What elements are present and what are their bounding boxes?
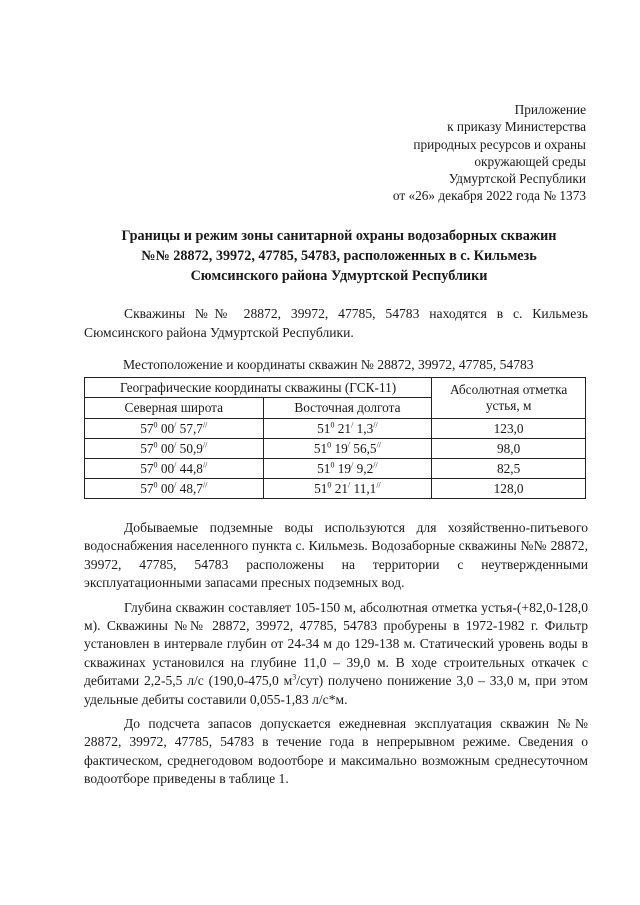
table-row (85, 439, 586, 459)
appendix-line: окружающей среды (474, 153, 586, 169)
second-mark: // (202, 460, 208, 470)
cubic-superscript: 3 (292, 672, 297, 682)
cell-elevation: 128,0 (432, 479, 586, 499)
title-line: №№ 28872, 39972, 47785, 54783, расположенных в с. Кильмезь (141, 248, 537, 264)
coord-degrees: 57 (140, 420, 154, 436)
header-elevation: Абсолютная отметка устья, м (432, 378, 586, 419)
coord-degrees: 51 (317, 420, 331, 436)
minute-mark: / (351, 460, 354, 470)
coord-degrees: 57 (140, 480, 154, 496)
coord-seconds: 1,3 (356, 420, 374, 436)
minute-mark: / (347, 440, 350, 450)
header-latitude: Северная широта (85, 398, 264, 419)
paragraph-usage: Добываемые подземные воды используются для хозяйственно-питьевого водоснабжения населенного пункта с. Кильмезь. Водозаборные скважины №№ 28872, 39972, 47785, 54783 расположены на территории с неутвержденными эксплуатационными запасами пресных подземных вод. (84, 520, 588, 591)
title-line: Границы и режим зоны санитарной охраны водозаборных скважин (121, 228, 557, 244)
coord-minutes: 00 (160, 440, 175, 456)
minute-mark: / (174, 420, 177, 430)
header-longitude: Восточная долгота (263, 398, 432, 419)
appendix-line: Удмуртской Республики (448, 171, 586, 187)
second-mark: // (376, 480, 381, 490)
intro-paragraph (84, 304, 588, 342)
coord-degrees: 57 (140, 460, 154, 476)
minute-mark: / (174, 460, 177, 470)
header-coordinates-group: Географические координаты скважины (ГСК-11) (85, 378, 432, 398)
paragraph-operation: До подсчета запасов допускается ежедневная эксплуатация скважин №№ 28872, 39972, 47785, 54783 в течение года в непрерывном режиме. Сведения о фактическом, среднегодовом водоотборе и максимально возможным среднесуточном водоотборе приведены в таблице 1. (84, 716, 588, 787)
paragraph-depth-part1: Глубина скважин составляет 105-150 м, абсолютная отметка устья-(+82,0-128,0 м). Скважины №№ 28872, 39972, 47785, 54783 пробурены в 1972-1982 г. Фильтр установлен в интервале глубин от 24-34 м до 129-138 м. Статический уровень воды в скважинах установился на глубине 11,0 – 39,0 м. В ходе строительных откачек с дебитами 2,2-5,5 л/с (190,0-475,0 м (84, 599, 588, 689)
appendix-line: природных ресурсов и охраны (413, 136, 586, 152)
second-mark: // (373, 420, 378, 430)
cell-latitude (85, 419, 264, 439)
coord-minutes: 00 (160, 460, 175, 476)
coord-seconds: 57,7 (179, 420, 203, 436)
title-line: Сюмсинского района Удмуртской Республики (190, 268, 488, 284)
appendix-block (393, 101, 586, 205)
minute-mark: / (174, 440, 177, 450)
body-text (84, 519, 588, 795)
second-mark: // (202, 440, 208, 450)
degree-mark: 0 (327, 480, 332, 490)
cell-elevation: 82,5 (432, 459, 586, 479)
degree-mark: 0 (327, 440, 332, 450)
cell-longitude (263, 439, 432, 459)
minute-mark: / (351, 420, 354, 430)
appendix-line: к приказу Министерства (447, 119, 586, 135)
coord-seconds: 11,1 (353, 480, 377, 496)
coord-minutes: 21 (334, 480, 348, 496)
cell-latitude (85, 479, 264, 499)
degree-mark: 0 (153, 440, 158, 450)
cell-longitude (263, 479, 432, 499)
coord-degrees: 57 (140, 440, 154, 456)
coord-minutes: 19 (334, 440, 348, 456)
appendix-line: Приложение (514, 102, 586, 117)
degree-mark: 0 (330, 460, 335, 470)
intro-text: Скважины №№ 28872, 39972, 47785, 54783 находятся в с. Кильмезь Сюмсинского района Удмуртской Республики. (84, 306, 588, 340)
second-mark: // (202, 420, 208, 430)
cell-latitude (85, 459, 264, 479)
appendix-line: от «26» декабря 2022 года № 1373 (392, 188, 586, 204)
coord-degrees: 51 (313, 440, 328, 456)
coord-minutes: 00 (160, 420, 175, 436)
degree-mark: 0 (330, 420, 335, 430)
cell-latitude (85, 439, 264, 459)
coord-seconds: 44,8 (179, 460, 203, 476)
paragraph-depth-part2: /сут) получено понижение 3,0 – 33,0 м, при этом удельные дебиты составили 0,055-1,83 л/с*м. (84, 673, 588, 707)
paragraph-depth (84, 599, 588, 709)
table-row (85, 459, 586, 479)
table-caption: Местоположение и координаты скважин № 28872, 39972, 47785, 54783 (123, 357, 534, 372)
coord-minutes: 19 (337, 460, 352, 476)
cell-longitude (263, 459, 432, 479)
coord-seconds: 9,2 (356, 460, 374, 476)
minute-mark: / (174, 480, 177, 490)
coord-degrees: 51 (314, 480, 328, 496)
well-coordinates-table (84, 377, 586, 499)
degree-mark: 0 (153, 480, 158, 490)
cell-elevation: 98,0 (432, 439, 586, 459)
coord-seconds: 56,5 (353, 440, 377, 456)
minute-mark: / (347, 480, 351, 490)
cell-longitude (263, 419, 432, 439)
degree-mark: 0 (153, 460, 158, 470)
coord-degrees: 51 (317, 460, 331, 476)
second-mark: // (373, 460, 378, 470)
coord-seconds: 48,7 (179, 480, 203, 496)
second-mark: // (202, 480, 208, 490)
degree-mark: 0 (153, 420, 158, 430)
table-row (85, 479, 586, 499)
coord-minutes: 00 (160, 480, 175, 496)
document-title (70, 226, 608, 286)
second-mark: // (376, 440, 382, 450)
table-row (85, 419, 586, 439)
coord-seconds: 50,9 (179, 440, 203, 456)
cell-elevation: 123,0 (432, 419, 586, 439)
coord-minutes: 21 (337, 420, 352, 436)
